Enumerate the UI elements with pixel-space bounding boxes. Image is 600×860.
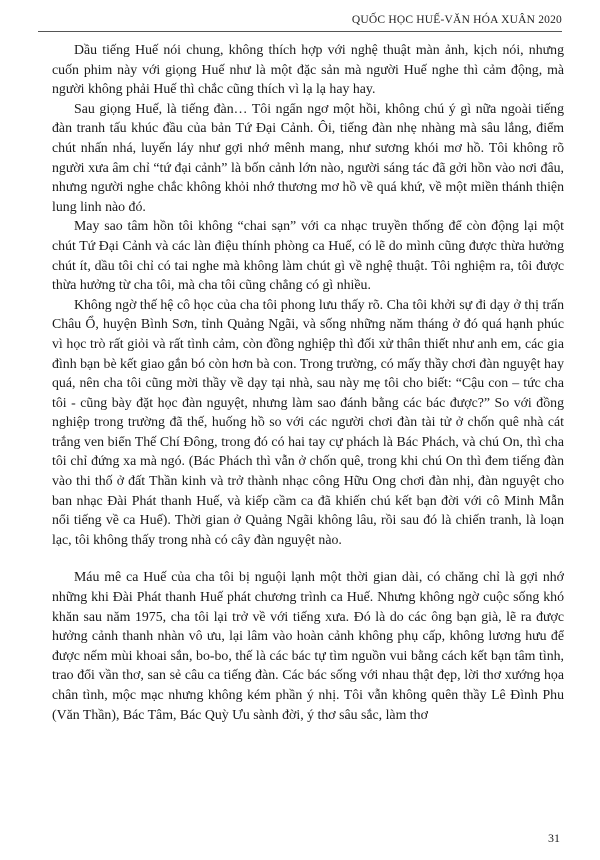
paragraph: Sau giọng Huế, là tiếng đàn… Tôi ngẩn ngơ một hồi, không chú ý gì nữa ngoài tiếng đàn tranh tấu khúc đầu của bản Tứ Đại Cảnh. Ôi, tiếng đàn nhẹ nhàng mà sâu lắng, điểm chút nhấn nhá, luyến láy như gợi nhớ mênh mang, như sương khói mơ hồ. Tôi không rõ người xưa âm chỉ “tứ đại cảnh” là bốn cảnh lớn nào, người sáng tác đã gởi hồn vào nơi đâu, nhưng người nghe chắc không khỏi nhớ thương mơ hồ về quá khứ, về một miền thánh thiện lung linh nào đó. [52, 100, 564, 214]
paragraph: Không ngờ thế hệ cô học của cha tôi phong lưu thấy rõ. Cha tôi khởi sự đi dạy ở thị trấn Châu Ổ, huyện Bình Sơn, tỉnh Quảng Ngãi, và sống những năm tháng ở đó quá hạnh phúc vì học trò rất giỏi và rất tình cảm, còn đồng nghiệp thì đối xử thân thiết như anh em, các gia đình bạn bè kết giao gắn bó còn hơn bà con. Trong trường, có mấy thầy chơi đàn nguyệt hay quá, nên cha tôi cũng mời thầy về dạy tại nhà, sau này mẹ tôi cho biết: “Cậu con – tức cha tôi - cũng bày đặt học đàn nguyệt, nhưng làm sao đánh bằng các bác được?” So với đồng nghiệp trong trường đã thế, huống hồ so với các người chơi đàn tài tử ở chốn quê nhà cát trắng ven biển Thế Chí Đông, trong đó có hai tay cự phách là Bác Phách, và chú On, thì cha tôi chỉ đứng xa mà ngó. (Bác Phách thì vẫn ở chốn quê, trong khi chú On thì đem tiếng đàn vào thi thố ở đất Thần kinh và trở thành nhạc công Hữu Ong chơi đàn nhị, đàn nguyệt cho ban nhạc Đài Phát thanh Huế, và kiếp cầm ca đã khiến chú kết bạn đời với cô Minh Mẫn nổi tiếng về ca Huế). Thời gian ở Quảng Ngãi không lâu, rồi sau đó là chiến tranh, là loạn lạc, tôi không thấy trong nhà có cây đàn nguyệt nào. [52, 296, 564, 547]
page-number: 31 [548, 831, 560, 845]
header-divider [38, 31, 562, 32]
article-body [52, 40, 564, 724]
paragraph: May sao tâm hồn tôi không “chai sạn” với ca nhạc truyền thống để còn động lại một chút Tứ Đại Cảnh và các làn điệu thính phòng ca Huế, có lẽ do mình cũng được thừa hưởng chút ít, dầu tôi chỉ có tai nghe mà không làm chút gì về nghệ thuật. Tôi nghiệm ra, tôi được thừa hưởng từ cha tôi, mà cha tôi cũng chẳng có gì nhiều. [52, 218, 564, 293]
paragraph: Máu mê ca Huế của cha tôi bị nguội lạnh một thời gian dài, có chăng chỉ là gợi nhớ những khi Đài Phát thanh Huế phát chương trình ca Huế. Nhưng không ngờ cuộc sống khó khăn sau năm 1975, cha tôi lại trở về với tiếng xưa. Đó là do các ông bạn già, lẽ ra được hưởng cảnh thanh nhàn vô ưu, lại lâm vào hoàn cảnh không phụ cấp, không lương hưu để được nếm mùi khoai sắn, bo-bo, thế là các bác tự tìm nguồn vui bằng cách kết bạn tâm tình, trao đổi vần thơ, san sẻ câu ca tiếng đàn. Các bác sống với nhau thật đẹp, lời thơ xướng họa chân tình, mộc mạc nhưng không kém phần ý nhị. Tôi vẫn không quên thầy Lê Đình Phu (Văn Thần), Bác Tâm, Bác Quỳ Ưu sành đời, ý thơ sâu sắc, làm thơ [52, 569, 564, 722]
running-header: QUỐC HỌC HUẾ-VĂN HÓA XUÂN 2020 [351, 14, 562, 26]
paragraph: Dầu tiếng Huế nói chung, không thích hợp với nghệ thuật màn ảnh, kịch nói, nhưng cuốn phim này với giọng Huế như là một đặc sản mà người Huế nghe thì cảm động, mà người không phải Huế thì chắc cũng thích vì lạ lạ hay hay. [52, 42, 564, 97]
